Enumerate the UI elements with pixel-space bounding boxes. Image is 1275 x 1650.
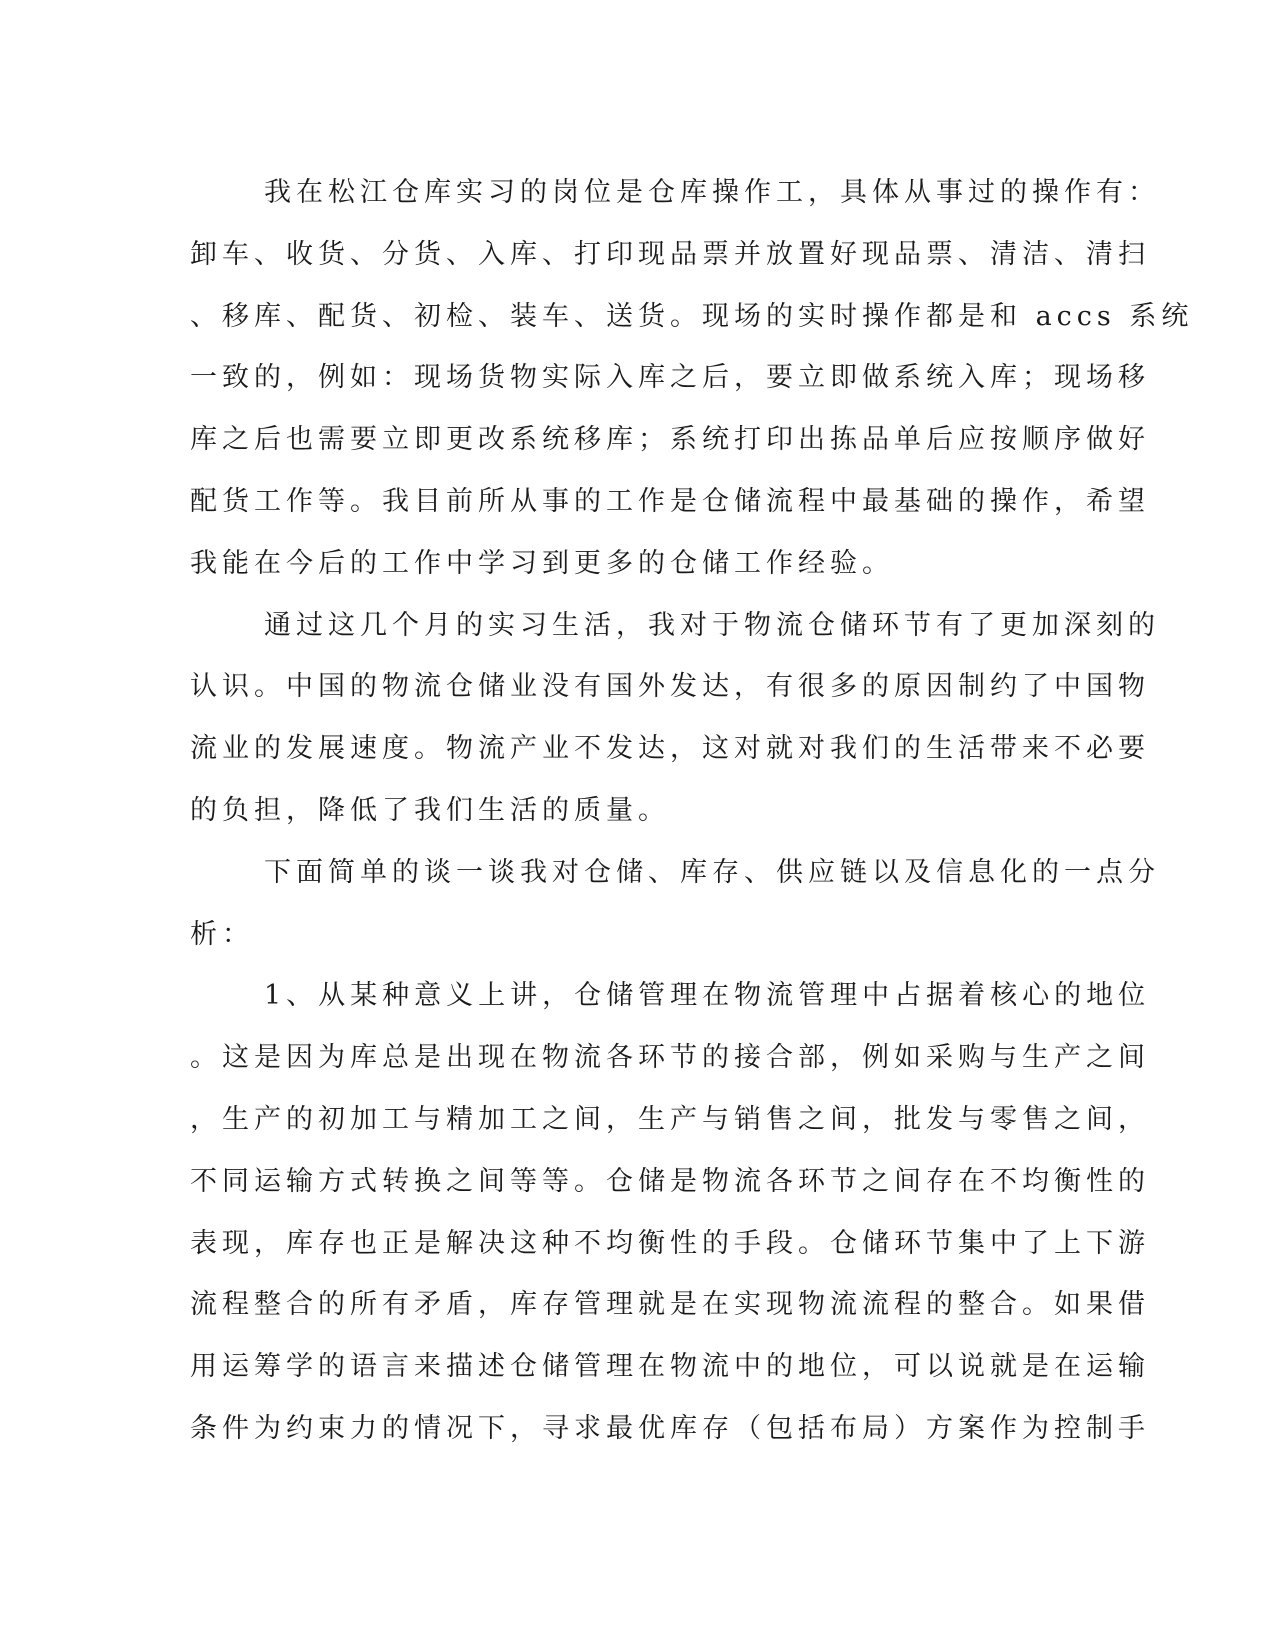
- text-line: 1、从某种意义上讲，仓储管理在物流管理中占据着核心的地位: [264, 980, 1151, 1012]
- text-line: 析：: [190, 918, 254, 950]
- text-line: 库之后也需要立即更改系统移库；系统打印出拣品单后应按顺序做好: [190, 424, 1150, 456]
- text-line: ，生产的初加工与精加工之间，生产与销售之间，批发与零售之间，: [190, 1103, 1150, 1135]
- text-line: 流程整合的所有矛盾，库存管理就是在实现物流流程的整合。如果借: [190, 1289, 1150, 1321]
- text-line: 通过这几个月的实习生活，我对于物流仓储环节有了更加深刻的: [264, 609, 1160, 641]
- text-line: 的负担，降低了我们生活的质量。: [190, 794, 670, 826]
- text-line: 不同运输方式转换之间等等。仓储是物流各环节之间存在不均衡性的: [190, 1165, 1150, 1197]
- text-line: 条件为约束力的情况下，寻求最优库存（包括布局）方案作为控制手: [190, 1412, 1150, 1444]
- text-line: 表现，库存也正是解决这种不均衡性的手段。仓储环节集中了上下游: [190, 1227, 1150, 1259]
- body-text: [190, 162, 1194, 1460]
- text-line: 、移库、配货、初检、装车、送货。现场的实时操作都是和 accs 系统: [190, 300, 1194, 332]
- text-line: 卸车、收货、分货、入库、打印现品票并放置好现品票、清洁、清扫: [190, 238, 1150, 270]
- text-line: 我在松江仓库实习的岗位是仓库操作工，具体从事过的操作有：: [264, 177, 1160, 208]
- text-line: 我能在今后的工作中学习到更多的仓储工作经验。: [190, 547, 894, 579]
- text-line: 一致的，例如：现场货物实际入库之后，要立即做系统入库；现场移: [190, 362, 1150, 394]
- text-line: 下面简单的谈一谈我对仓储、库存、供应链以及信息化的一点分: [264, 856, 1160, 888]
- text-line: 流业的发展速度。物流产业不发达，这对就对我们的生活带来不必要: [190, 733, 1150, 765]
- text-line: 用运筹学的语言来描述仓储管理在物流中的地位，可以说就是在运输: [190, 1351, 1150, 1383]
- text-line: 配货工作等。我目前所从事的工作是仓储流程中最基础的操作，希望: [190, 485, 1150, 517]
- text-line: 认识。中国的物流仓储业没有国外发达，有很多的原因制约了中国物: [190, 671, 1150, 703]
- text-line: 。这是因为库总是出现在物流各环节的接合部，例如采购与生产之间: [190, 1042, 1150, 1074]
